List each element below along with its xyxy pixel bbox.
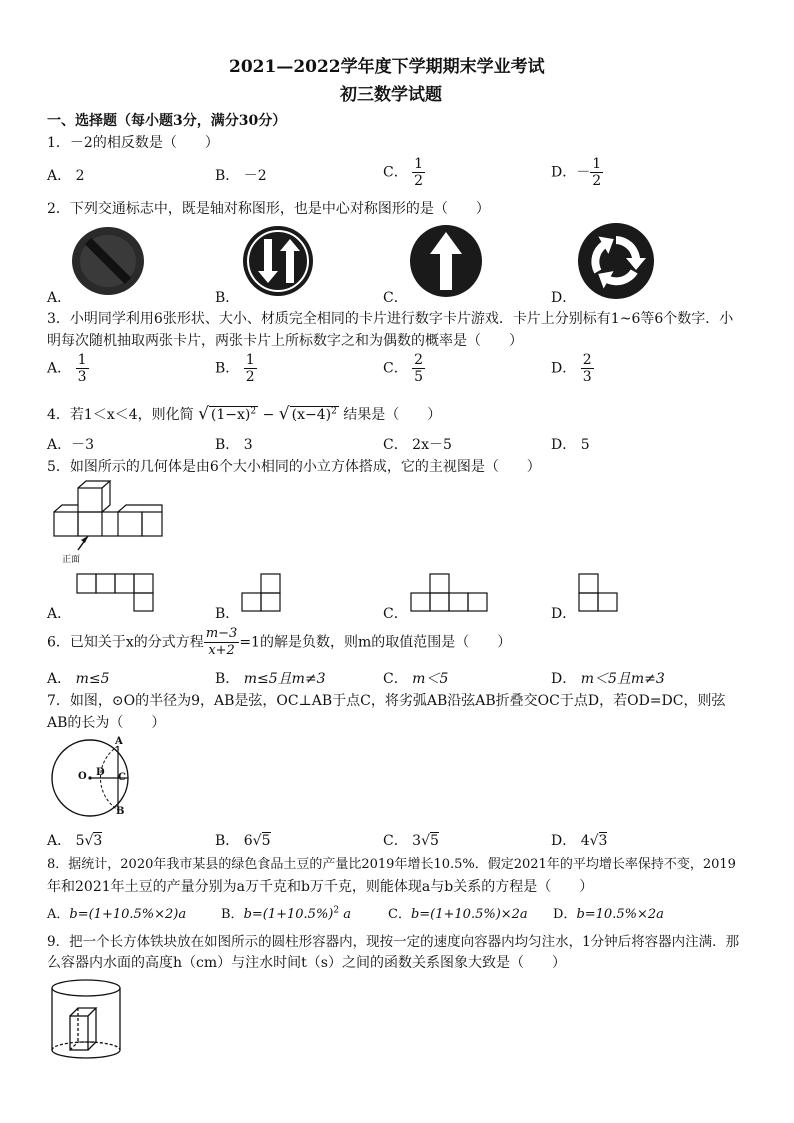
exam-title: 2021—2022学年度下学期期末学业考试	[229, 57, 545, 77]
question-6-stem: 6．已知关于x的分式方程 $\frac{m-3}{x+2}$ =1的解是负数，则m的取值范围是（ ）	[47, 626, 512, 658]
question-3-stem-line2: 明每次随机抽取两张卡片，两张卡片上所标数字之和为偶数的概率是（ ）	[47, 333, 523, 349]
question-2-stem: 2．下列交通标志中，既是轴对称图形，也是中心对称图形的是（ ）	[47, 201, 490, 217]
label-o: O	[78, 771, 87, 782]
q8-option-a: A．b=(1+10.5%×2)a	[47, 907, 187, 922]
q6-option-c: C． m＜5	[383, 671, 449, 687]
question-9-stem-line1: 9．把一个长方体铁块放在如图所示的圆柱形容器内，现按一定的速度向容器内均匀注水，1分钟后将容器内注满．那	[47, 934, 740, 950]
question-5-stem: 5．如图所示的几何体是由6个大小相同的小立方体搭成，它的主视图是（ ）	[47, 459, 541, 475]
q6-option-a: A． m≤5	[47, 671, 110, 687]
q3-option-d: D． $\frac{2}{3}$	[551, 352, 592, 385]
label-c: C	[118, 772, 126, 783]
question-1-stem: 1．－2的相反数是（ ）	[47, 135, 219, 151]
q7-option-b: B． 6√5	[215, 833, 271, 849]
circle-chord-figure	[48, 736, 148, 822]
q2-option-c: C．	[383, 290, 408, 306]
q2-option-b: B．	[215, 290, 240, 306]
question-3-stem-line1: 3．小明同学利用6张形状、大小、材质完全相同的卡片进行数字卡片游戏．卡片上分别标有1~6等6个数字．小	[47, 311, 734, 327]
front-label: 正面	[62, 555, 81, 565]
q7-option-a: A． 5√3	[47, 833, 103, 849]
question-9-stem-line2: 么容器内水面的高度h（cm）与注水时间t（s）之间的函数关系图象大致是（ ）	[47, 955, 566, 971]
q2-option-a: A．	[47, 290, 72, 306]
no-parking-sign-icon	[70, 225, 146, 297]
q1-option-b: B． －2	[215, 168, 267, 184]
q8-option-c: C．b=(1+10.5%)×2a	[388, 907, 528, 922]
q5-option-c: C．	[383, 606, 408, 622]
question-8-stem-line2: 年和2021年土豆的产量分别为a万千克和b万千克，则能体现a与b关系的方程是（ ）	[47, 879, 594, 895]
q3-option-c: C． $\frac{2}{5}$	[383, 352, 424, 385]
q4-option-a: A．－3	[47, 437, 95, 453]
q2-option-d: D．	[551, 290, 577, 306]
q5-option-d: D．	[551, 606, 577, 622]
q5-option-b: B．	[215, 606, 240, 622]
q8-option-b: B．$b=(1+10.5\%)^2$ a	[221, 905, 352, 922]
q7-option-d: D． 4√3	[551, 833, 608, 849]
q5-option-d-figure	[578, 573, 622, 613]
question-4-stem: 4．若1＜x＜4，则化简 √ $(1-x)^2$ − √ $(x-4)^2$ 结果是（ ）	[47, 404, 442, 424]
q5-option-a-figure	[76, 573, 156, 613]
question-7-stem-line2: AB的长为（ ）	[47, 715, 166, 731]
roundabout-sign-icon	[576, 222, 656, 300]
q8-option-d: D．b=10.5%×2a	[553, 907, 664, 922]
q3-option-b: B． $\frac{1}{2}$	[215, 352, 255, 385]
q1-option-d: D．－ $\frac{1}{2}$	[551, 156, 602, 189]
q4-option-c: C． 2x－5	[383, 437, 452, 453]
q7-option-c: C． 3√5	[383, 833, 439, 849]
cylinder-container-figure	[48, 978, 128, 1062]
question-8-stem-line1: 8．据统计，2020年我市某县的绿色食品土豆的产量比2019年增长10.5%．假定2021年的平均增长率保持不变，2019	[47, 857, 736, 872]
q6-option-b: B． m≤5且m≠3	[215, 671, 326, 687]
q4-option-b: B． 3	[215, 437, 253, 453]
q5-option-a: A．	[47, 606, 72, 622]
label-d: D	[96, 767, 105, 778]
label-a: A	[115, 736, 123, 747]
q4-option-d: D． 5	[551, 437, 590, 453]
q5-option-b-figure	[241, 573, 285, 613]
two-way-traffic-sign-icon	[242, 225, 314, 297]
q5-option-c-figure	[410, 573, 492, 613]
q3-option-a: A． $\frac{1}{3}$	[47, 352, 87, 385]
label-b: B	[116, 806, 125, 817]
section-heading: 一、选择题（每小题3分，满分30分）	[47, 113, 287, 129]
exam-subtitle: 初三数学试题	[340, 85, 442, 105]
question-7-stem-line1: 7．如图，⊙O的半径为9，AB是弦，OC⊥AB于点C，将劣弧AB沿弦AB折叠交OC于点D，若OD=DC，则弦	[47, 693, 726, 709]
q1-option-a: A． 2	[47, 168, 85, 184]
q1-option-c: C． $\frac{1}{2}$	[383, 156, 424, 189]
q6-option-d: D． m＜5且m≠3	[551, 671, 665, 687]
straight-ahead-sign-icon	[408, 224, 484, 298]
